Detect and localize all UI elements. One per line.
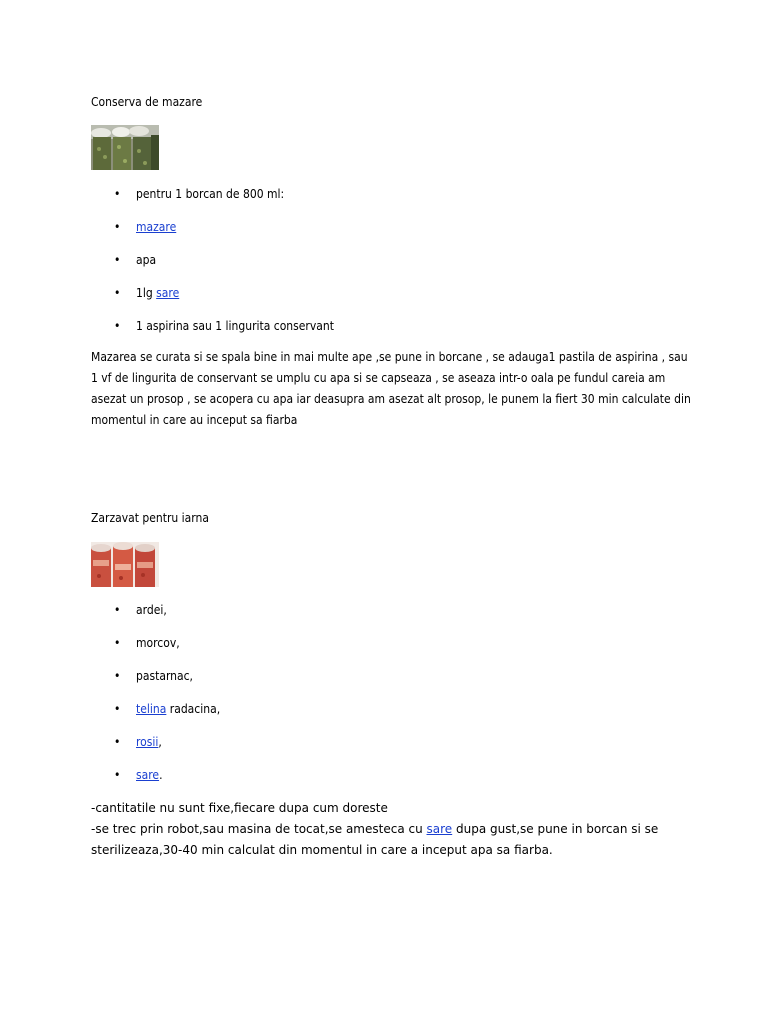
bullet: • (114, 319, 121, 333)
list-item: • morcov, (114, 636, 180, 650)
vegetable-jars-image (91, 542, 159, 587)
link-telina[interactable]: telina (136, 702, 167, 716)
vegetable-jars-picture (91, 542, 159, 587)
list-item: • pastarnac, (114, 669, 193, 683)
link-sare[interactable]: sare (136, 768, 160, 782)
bullet: • (114, 735, 121, 749)
list-item: • rosii, (114, 735, 162, 749)
link-mazare[interactable]: mazare (136, 220, 177, 234)
note-line: -cantitatile nu sunt fixe,fiecare dupa cum doreste (91, 801, 388, 815)
list-item: • 1 aspirina sau 1 lingurita conservant (114, 319, 334, 333)
list-item: • 1lg sare (114, 286, 180, 300)
list-item: • ardei, (114, 603, 167, 617)
list-item: • telina radacina, (114, 702, 221, 716)
bullet: • (114, 603, 121, 617)
bullet: • (114, 636, 121, 650)
note-line: -se trec prin robot,sau masina de tocat,se amesteca cu sare dupa gust,se pune in borcan si se sterilizeaza,30-40 min calculat din momentul in care a inceput apa sa fiarba. (91, 822, 659, 857)
peas-jars-picture (91, 125, 159, 170)
list-item: • pentru 1 borcan de 800 ml: (114, 187, 285, 201)
recipe-notes-zarzavat (91, 798, 691, 861)
link-rosii[interactable]: rosii (136, 735, 159, 749)
bullet: • (114, 768, 121, 782)
bullet: • (114, 286, 121, 300)
section-title-peas: Conserva de mazare (91, 95, 203, 109)
link-sare[interactable]: sare (156, 286, 180, 300)
recipe-paragraph-peas: Mazarea se curata si se spala bine in mai multe ape ,se pune in borcane , se adauga1 pastila de aspirina , sau 1 vf de lingurita de conservant se umplu cu apa si se capseaza , se aseaza intr-o oala pe fundul careia am asezat un prosop , se acopera cu apa iar deasupra am asezat alt prosop, le punem la fiert 30 min calculate din momentul in care au inceput sa fiarba (91, 350, 691, 427)
section-title-zarzavat: Zarzavat pentru iarna (91, 511, 209, 525)
bullet: • (114, 669, 121, 683)
list-item (114, 220, 176, 235)
peas-jars-image (91, 125, 159, 170)
bullet: • (114, 702, 121, 716)
list-item: • apa (114, 253, 157, 267)
bullet: • (114, 187, 121, 201)
list-item: • sare. (114, 768, 163, 782)
bullet: • (114, 220, 121, 234)
link-sare[interactable]: sare (426, 822, 453, 836)
bullet: • (114, 253, 121, 267)
